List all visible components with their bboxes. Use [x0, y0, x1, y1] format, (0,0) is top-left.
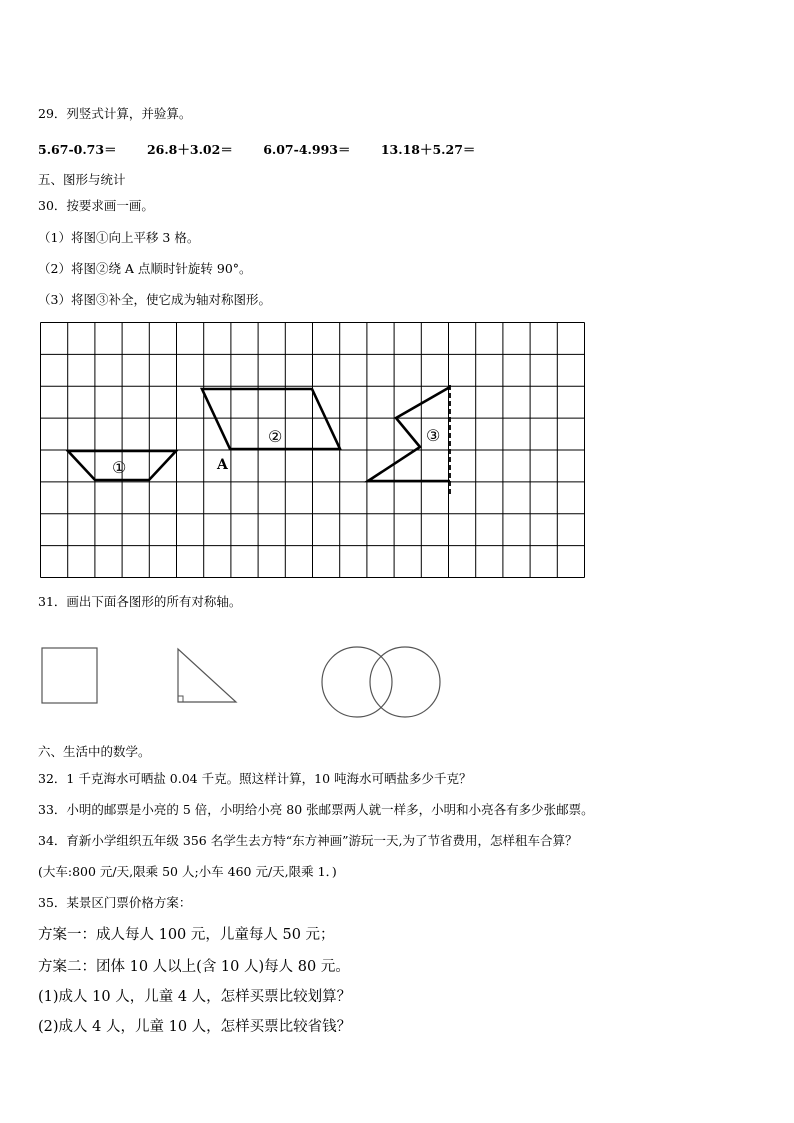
q30-item-2: （2）将图②绕 A 点顺时针旋转 90°。 [38, 261, 252, 276]
point-a-label: A [217, 457, 228, 473]
section-5-heading: 五、图形与统计 [38, 172, 126, 187]
q35-title: 35．某景区门票价格方案： [38, 895, 192, 910]
circle-right [370, 647, 440, 717]
q30-grid-figure [40, 322, 585, 578]
calc-4: 13.18＋5.27＝ [380, 142, 476, 157]
square-figure [42, 648, 97, 703]
shape-3-label: ③ [426, 426, 441, 445]
calc-1: 5.67-0.73＝ [38, 142, 117, 157]
q31-title: 31．画出下面各图形的所有对称轴。 [38, 594, 242, 609]
q35-sub-2: (2)成人 4 人，儿童 10 人，怎样买票比较省钱？ [38, 1019, 352, 1035]
q33: 33．小明的邮票是小亮的 5 倍，小明给小亮 80 张邮票两人就一样多，小明和小亮各有多少张邮票。 [38, 802, 594, 817]
q30-item-3: （3）将图③补全，使它成为轴对称图形。 [38, 292, 271, 307]
section-6-heading: 六、生活中的数学。 [38, 744, 151, 759]
shape-2-label: ② [268, 427, 283, 446]
right-angle-mark [178, 696, 183, 702]
q30-title: 30．按要求画一画。 [38, 198, 154, 213]
q29-title: 29．列竖式计算，并验算。 [38, 106, 192, 121]
q30-item-1: （1）将图①向上平移 3 格。 [38, 230, 200, 245]
q35-sub-1: (1)成人 10 人，儿童 4 人，怎样买票比较划算？ [38, 989, 352, 1005]
q29-calcs [38, 142, 501, 158]
circle-left [322, 647, 392, 717]
q35-plan-1: 方案一：成人每人 100 元，儿童每人 50 元； [38, 927, 335, 943]
calc-3: 6.07-4.993＝ [263, 142, 351, 157]
q35-plan-2: 方案二：团体 10 人以上(含 10 人)每人 80 元。 [38, 959, 350, 975]
shape-1-label: ① [112, 458, 127, 477]
q32: 32．1 千克海水可晒盐 0.04 千克。照这样计算，10 吨海水可晒盐多少千克？ [38, 771, 472, 786]
q34-line-2: (大车:800 元/天,限乘 50 人;小车 460 元/天,限乘 1．) [38, 864, 337, 879]
calc-2: 26.8＋3.02＝ [146, 142, 233, 157]
q34-line-1: 34．育新小学组织五年级 356 名学生去方特“东方神画”游玩一天,为了节省费用，怎样租车合算？ [38, 833, 578, 848]
right-triangle-figure [178, 649, 236, 702]
q31-figures [35, 640, 455, 730]
